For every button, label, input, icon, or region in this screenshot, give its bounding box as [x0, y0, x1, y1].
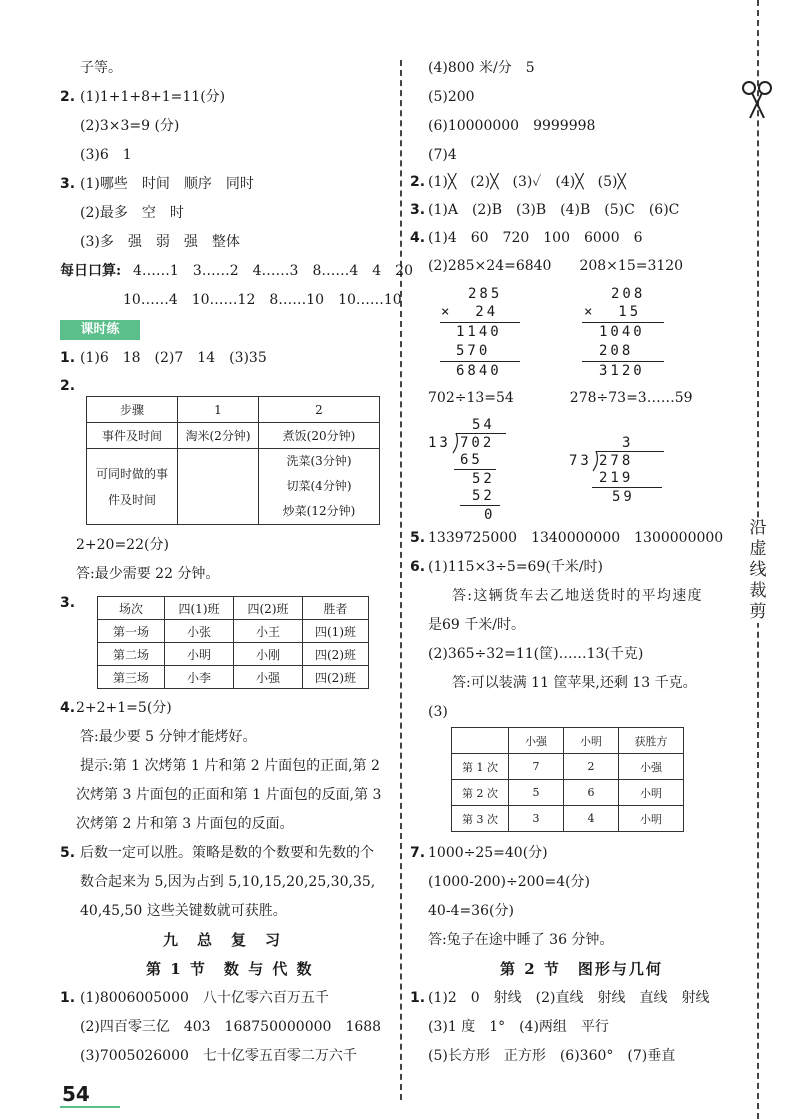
table-cell: 小强 — [619, 754, 684, 780]
answer-line: (1)6 18 (2)7 14 (3)35 — [80, 350, 267, 366]
division-dividend: 702 — [460, 435, 495, 451]
table-cell — [259, 449, 380, 525]
table-cell: 四(1)班 — [303, 620, 369, 643]
table-cell: 事件及时间 — [87, 423, 178, 449]
answer-line: (3)多 强 弱 强 整体 — [80, 234, 240, 250]
mult-row: 1040 — [599, 324, 645, 340]
table-cell: 2 — [564, 754, 619, 780]
answer-line: 1000÷25=40(分) — [428, 845, 548, 861]
table-cell: 小刚 — [234, 643, 303, 666]
answer-line: (3)6 1 — [80, 147, 132, 163]
question-number: 1. — [410, 990, 426, 1006]
answer-line: (2)365÷32=11(筐)……13(千克) — [428, 646, 644, 662]
table-header: 小明 — [564, 728, 619, 754]
table-cell: 小明 — [619, 806, 684, 832]
division-bracket — [452, 432, 460, 454]
table-header: 小强 — [509, 728, 564, 754]
table-cell: 第 2 次 — [452, 780, 509, 806]
cut-char: 剪 — [749, 602, 767, 622]
question-number: 5. — [60, 845, 76, 861]
division-step: 52 — [472, 488, 495, 504]
table-cell — [87, 449, 178, 525]
table-header: 1 — [178, 397, 259, 423]
answer-line: (1)╳ (2)╳ (3)✓ (4)╳ (5)╳ — [428, 174, 626, 190]
answer-line: (1)2 0 射线 (2)直线 射线 直线 射线 — [428, 990, 710, 1006]
cell-line: 洗菜(3分钟) — [286, 454, 352, 468]
question-number: 7. — [410, 845, 426, 861]
table-header: 四(2)班 — [234, 597, 303, 620]
game-table — [451, 727, 684, 832]
division-dividend: 278 — [599, 453, 634, 469]
cell-line: 炒菜(12分钟) — [282, 504, 356, 518]
answer-line: 是69 千米/时。 — [428, 617, 525, 633]
answer-line: 40-4=36(分) — [428, 903, 514, 919]
question-number: 2. — [60, 378, 76, 394]
answer-line: (4)800 米/分 5 — [428, 60, 535, 76]
mult-row: 208 — [599, 343, 634, 359]
chapter-title: 九 总 复 习 — [163, 931, 283, 949]
scissors-icon — [740, 80, 774, 120]
cell-line: 切菜(4分钟) — [286, 479, 352, 493]
table-cell: 煮饭(20分钟) — [259, 423, 380, 449]
table-cell: 小李 — [165, 666, 234, 689]
table-cell: 3 — [509, 806, 564, 832]
text-line: 子等。 — [80, 60, 122, 76]
question-number: 2. — [60, 89, 76, 105]
table-cell: 淘米(2分钟) — [178, 423, 259, 449]
section-title: 第 1 节 数 与 代 数 — [146, 960, 314, 978]
answer-line: 后数一定可以胜。策略是数的个数要和先数的个 — [80, 845, 374, 861]
answer-line: (7)4 — [428, 147, 457, 163]
answer-line: (1)A (2)B (3)B (4)B (5)C (6)C — [428, 202, 680, 218]
division-divisor: 73 — [569, 453, 592, 469]
question-number: 6. — [410, 559, 426, 575]
table-cell: 小明 — [165, 643, 234, 666]
answer-line: (2)四百零三亿 403 168750000000 1688 — [80, 1019, 382, 1035]
mult-row: 1140 — [456, 324, 502, 340]
table-cell — [178, 449, 259, 525]
cut-char: 裁 — [749, 581, 767, 601]
cell-line: 件及时间 — [107, 492, 156, 507]
answer-line: (2)3×3=9 (分) — [80, 118, 180, 134]
table-cell: 第一场 — [98, 620, 165, 643]
table-header: 步骤 — [87, 397, 178, 423]
answer-line: (5)200 — [428, 89, 475, 105]
table-cell: 第 1 次 — [452, 754, 509, 780]
mult-row: 570 — [456, 343, 491, 359]
daily-calc-label: 每日口算: — [60, 263, 122, 279]
table-cell: 四(2)班 — [303, 643, 369, 666]
answer-line: 数合起来为 5,因为占到 5,10,15,20,25,30,35, — [80, 874, 376, 890]
table-header: 2 — [259, 397, 380, 423]
table-cell: 7 — [509, 754, 564, 780]
division-step: 65 — [460, 452, 483, 468]
table-header: 胜者 — [303, 597, 369, 620]
hint-line: 次烤第 2 片和第 3 片面包的反面。 — [76, 816, 294, 832]
cut-char: 虚 — [749, 539, 767, 559]
mult-row: 285 — [468, 286, 503, 302]
cut-char: 线 — [749, 560, 767, 580]
page-number-underline — [60, 1106, 120, 1108]
table-cell: 小强 — [234, 666, 303, 689]
answer-line: (1)1+1+8+1=11(分) — [80, 89, 226, 105]
lesson-practice-badge: 课时练 — [60, 320, 140, 340]
hint-line: 次烤第 3 片面包的正面和第 1 片面包的反面,第 3 — [76, 787, 382, 803]
mult-row: × 15 — [584, 304, 642, 320]
match-table — [97, 596, 369, 689]
mult-row: × 24 — [441, 304, 499, 320]
answer-line: 702÷13=54 278÷73=3……59 — [428, 390, 693, 406]
table-cell: 第 3 次 — [452, 806, 509, 832]
question-number: 3. — [60, 595, 76, 611]
answer-line: 答:兔子在途中睡了 36 分钟。 — [428, 932, 614, 948]
table-cell: 6 — [564, 780, 619, 806]
question-number: 1. — [60, 350, 76, 366]
question-number: 4. — [410, 230, 426, 246]
mult-row: 208 — [611, 286, 646, 302]
answer-line: 答:这辆货车去乙地送货时的平均速度 — [452, 588, 703, 604]
answer-line: (1)4 60 720 100 6000 6 — [428, 230, 643, 246]
division-step: 219 — [599, 470, 634, 486]
column-divider — [400, 60, 402, 1100]
mult-row: 3120 — [599, 363, 645, 379]
division-step: 0 — [484, 507, 496, 523]
table-cell: 5 — [509, 780, 564, 806]
table-cell: 小明 — [619, 780, 684, 806]
question-number: 3. — [60, 176, 76, 192]
table-cell: 四(2)班 — [303, 666, 369, 689]
question-number: 2. — [410, 174, 426, 190]
hint-line: 提示:第 1 次烤第 1 片和第 2 片面包的正面,第 2 — [80, 758, 380, 774]
question-number: 5. — [410, 530, 426, 546]
division-divisor: 13 — [428, 435, 451, 451]
cell-line: 可同时做的事 — [95, 466, 168, 481]
answer-line: 答:最少需要 22 分钟。 — [76, 566, 220, 582]
answer-line: 答:最少要 5 分钟才能烤好。 — [80, 729, 257, 745]
answer-line: (3)1 度 1° (4)两组 平行 — [428, 1019, 609, 1035]
section-title: 第 2 节 图形与几何 — [500, 960, 663, 978]
table-cell: 第二场 — [98, 643, 165, 666]
table-cell: 第三场 — [98, 666, 165, 689]
table-cell: 小王 — [234, 620, 303, 643]
table-header: 场次 — [98, 597, 165, 620]
answer-line: (1)115×3÷5=69(千米/时) — [428, 559, 604, 575]
answer-line: (1)8006005000 八十亿零六百万五千 — [80, 990, 329, 1006]
question-number: 1. — [60, 990, 76, 1006]
answer-line: (1000-200)÷200=4(分) — [428, 874, 591, 890]
table-header: 四(1)班 — [165, 597, 234, 620]
table-cell: 小张 — [165, 620, 234, 643]
answer-line: 2+2+1=5(分) — [76, 700, 172, 716]
answer-line: (5)长方形 正方形 (6)360° (7)垂直 — [428, 1048, 676, 1064]
page-number: 54 — [62, 1082, 90, 1106]
division-quotient: 54 — [472, 417, 495, 433]
table-header: 获胜方 — [619, 728, 684, 754]
answer-line: (2)285×24=6840 208×15=3120 — [428, 258, 684, 274]
cut-instruction — [747, 518, 769, 623]
table-header — [452, 728, 509, 754]
answer-line: (1)哪些 时间 顺序 同时 — [80, 176, 254, 192]
answer-line: 答:可以装满 11 筐苹果,还剩 13 千克。 — [452, 675, 697, 691]
daily-calc-line: 10……4 10……12 8……10 10……10 — [123, 292, 402, 308]
answer-line: (6)10000000 9999998 — [428, 118, 596, 134]
steps-table — [86, 396, 380, 525]
answer-line: (2)最多 空 时 — [80, 205, 184, 221]
cut-char: 沿 — [749, 518, 767, 538]
answer-line: (3)7005026000 七十亿零五百零二万六千 — [80, 1048, 357, 1064]
answer-line: 40,45,50 这些关键数就可获胜。 — [80, 903, 287, 919]
division-step: 52 — [472, 471, 495, 487]
daily-calc-line: 4……1 3……2 4……3 8……4 4 20 — [133, 263, 413, 279]
question-number: 3. — [410, 202, 426, 218]
division-quotient: 3 — [622, 435, 634, 451]
answer-line: 1339725000 1340000000 1300000000 — [428, 530, 724, 546]
question-number: 4. — [60, 700, 76, 716]
table-cell: 4 — [564, 806, 619, 832]
division-step: 59 — [612, 489, 635, 505]
answer-line: (3) — [428, 704, 448, 720]
answer-line: 2+20=22(分) — [76, 537, 169, 553]
mult-row: 6840 — [456, 363, 502, 379]
